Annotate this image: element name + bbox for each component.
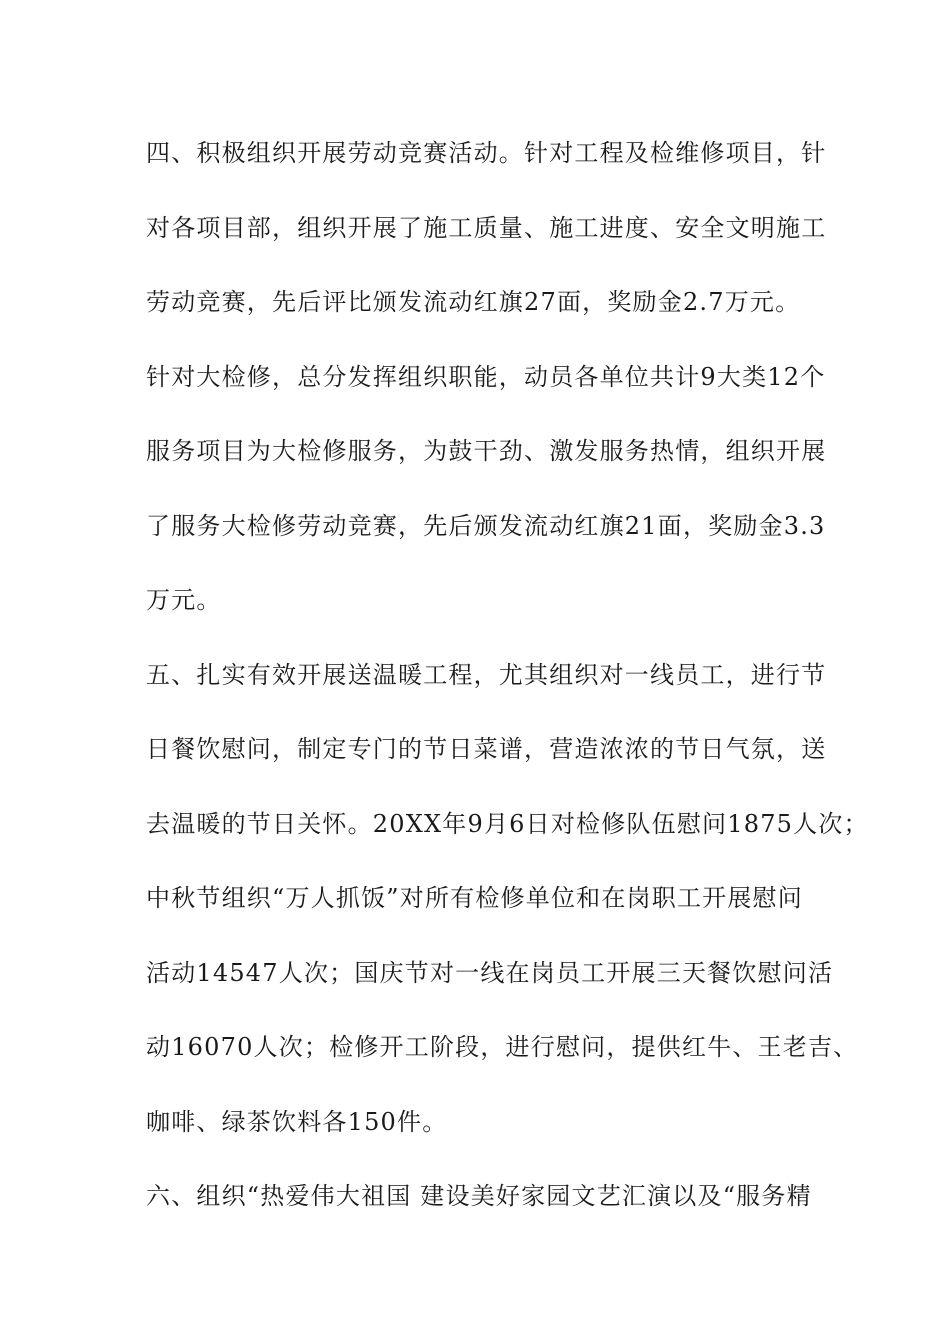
text-line: 去温暖的节日关怀。20XX年9月6日对检修队伍慰问1875人次； [146, 809, 869, 838]
body-text [146, 130, 869, 1248]
text-line: 服务项目为大检修服务，为鼓干劲、激发服务热情，组织开展 [146, 437, 827, 465]
text-line: 四、积极组织开展劳动竞赛活动。针对工程及检维修项目，针 [146, 139, 827, 167]
text-line: 动16070人次；检修开工阶段，进行慰问，提供红牛、王老吉、 [146, 1033, 859, 1061]
text-line: 日餐饮慰问，制定专门的节日菜谱，营造浓浓的节日气氛，送 [146, 735, 827, 763]
text-line: 活动14547人次；国庆节对一线在岗员工开展三天餐饮慰问活 [146, 958, 834, 987]
text-line: 了服务大检修劳动竞赛，先后颁发流动红旗21面，奖励金3.3 [146, 511, 826, 540]
text-line: 中秋节组织“万人抓饭”对所有检修单位和在岗职工开展慰问 [146, 884, 803, 912]
text-line: 五、扎实有效开展送温暖工程，尤其组织对一线员工，进行节 [146, 660, 827, 689]
text-line: 万元。 [146, 586, 222, 614]
text-line: 对各项目部，组织开展了施工质量、施工进度、安全文明施工 [146, 213, 827, 242]
text-line: 劳动竞赛，先后评比颁发流动红旗27面，奖励金2.7万元。 [146, 288, 801, 316]
text-line: 六、组织“热爱伟大祖国 建设美好家园文艺汇演以及“服务精 [146, 1182, 812, 1210]
text-line: 咖啡、绿茶饮料各150件。 [146, 1107, 448, 1136]
text-line: 针对大检修，总分发挥组织职能，动员各单位共计9大类12个 [146, 362, 826, 391]
